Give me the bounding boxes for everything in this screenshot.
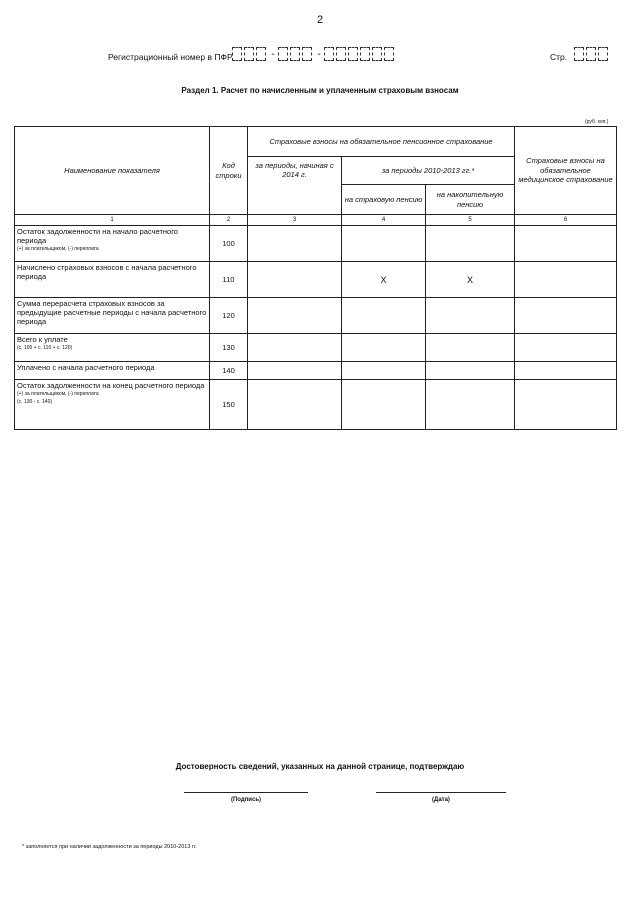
column-number: 4 — [342, 215, 426, 226]
digit-cell[interactable] — [290, 47, 300, 61]
value-funded-pension[interactable]: X — [426, 262, 515, 298]
unit-note: (руб. коп.) — [585, 119, 609, 125]
column-number: 6 — [515, 215, 617, 226]
digit-cell[interactable] — [586, 47, 596, 61]
table-row — [15, 334, 617, 362]
indicator-label: Остаток задолженности на конец расчетного периода — [17, 381, 205, 390]
page-label: Стр. — [550, 52, 568, 62]
date-line[interactable] — [376, 792, 506, 793]
value-funded-pension[interactable] — [426, 380, 515, 430]
value-since-2014[interactable] — [248, 262, 342, 298]
indicator-name — [15, 362, 210, 380]
digit-cell[interactable] — [232, 47, 242, 61]
indicator-name — [15, 298, 210, 334]
digit-cell[interactable] — [598, 47, 608, 61]
value-funded-pension[interactable] — [426, 226, 515, 262]
value-insurance-pension[interactable] — [342, 362, 426, 380]
indicator-label: Начислено страховых взносов с начала расчетного периода — [17, 263, 197, 281]
line-code: 110 — [210, 262, 248, 298]
indicator-note: (+) за плательщиком, (-) переплата — [17, 391, 99, 397]
registration-number-field[interactable] — [232, 47, 396, 61]
value-funded-pension[interactable] — [426, 334, 515, 362]
value-funded-pension[interactable] — [426, 298, 515, 334]
digit-cell[interactable] — [360, 47, 370, 61]
table-row — [15, 262, 617, 298]
indicator-note: (с. 100 + с. 110 + с. 120) — [17, 345, 73, 351]
value-since-2014[interactable] — [248, 380, 342, 430]
table-row — [15, 380, 617, 430]
confirmation-text: Достоверность сведений, указанных на данной странице, подтверждаю — [175, 762, 465, 771]
value-since-2014[interactable] — [248, 334, 342, 362]
column-number: 1 — [15, 215, 210, 226]
value-medical[interactable] — [515, 226, 617, 262]
value-medical[interactable] — [515, 262, 617, 298]
header-medical-insurance: Страховые взносы на обязательное медицинское страхование — [515, 127, 617, 215]
value-since-2014[interactable] — [248, 298, 342, 334]
digit-cell[interactable] — [574, 47, 584, 61]
digit-cell[interactable] — [348, 47, 358, 61]
indicator-label: Остаток задолженности на начало расчетного периода — [17, 227, 178, 245]
value-insurance-pension[interactable]: X — [342, 262, 426, 298]
table-row — [15, 226, 617, 262]
digit-cell[interactable] — [336, 47, 346, 61]
value-since-2014[interactable] — [248, 226, 342, 262]
value-medical[interactable] — [515, 362, 617, 380]
digit-cell[interactable] — [302, 47, 312, 61]
value-medical[interactable] — [515, 380, 617, 430]
value-medical[interactable] — [515, 298, 617, 334]
header-line-code: Код строки — [210, 127, 248, 215]
indicator-label: Уплачено с начала расчетного периода — [17, 363, 155, 372]
header-since-2014: за периоды, начиная с 2014 г. — [248, 157, 342, 215]
indicator-note: (+) за плательщиком, (-) переплата — [17, 246, 99, 252]
contributions-table — [14, 126, 617, 430]
value-insurance-pension[interactable] — [342, 380, 426, 430]
line-code: 130 — [210, 334, 248, 362]
indicator-label: Сумма перерасчета страховых взносов за предыдущие расчетные периоды с начала расчетного периода — [17, 299, 207, 326]
indicator-label: Всего к уплате — [17, 335, 68, 344]
indicator-name — [15, 226, 210, 262]
date-label: (Дата) — [432, 797, 450, 803]
line-code: 100 — [210, 226, 248, 262]
value-since-2014[interactable] — [248, 362, 342, 380]
value-insurance-pension[interactable] — [342, 226, 426, 262]
separator-dash: - — [317, 48, 321, 60]
header-funded-pension: на накопительную пенсию — [426, 185, 515, 215]
digit-cell[interactable] — [324, 47, 334, 61]
line-code: 120 — [210, 298, 248, 334]
header-indicator-name: Наименование показателя — [15, 127, 210, 215]
column-numbers-row — [15, 215, 617, 226]
digit-cell[interactable] — [278, 47, 288, 61]
line-code: 140 — [210, 362, 248, 380]
line-code: 150 — [210, 380, 248, 430]
section-title: Раздел 1. Расчет по начисленным и уплаченным страховым взносам — [181, 86, 459, 95]
indicator-name — [15, 262, 210, 298]
registration-number-label: Регистрационный номер в ПФР — [108, 52, 233, 62]
column-number: 3 — [248, 215, 342, 226]
page-number: 2 — [316, 14, 324, 26]
value-insurance-pension[interactable] — [342, 334, 426, 362]
indicator-name — [15, 334, 210, 362]
indicator-formula: (с. 130 - с. 140) — [17, 398, 53, 405]
value-insurance-pension[interactable] — [342, 298, 426, 334]
table-row — [15, 298, 617, 334]
signature-line[interactable] — [184, 792, 308, 793]
digit-cell[interactable] — [372, 47, 382, 61]
header-pension-insurance: Страховые взносы на обязательное пенсионное страхование — [248, 127, 515, 157]
value-medical[interactable] — [515, 334, 617, 362]
column-number: 2 — [210, 215, 248, 226]
separator-dash: - — [271, 48, 275, 60]
indicator-name — [15, 380, 210, 430]
footnote: * заполняется при наличии задолженности за периоды 2010-2013 гг. — [22, 844, 197, 850]
value-funded-pension[interactable] — [426, 362, 515, 380]
page-number-field[interactable] — [574, 47, 610, 61]
header-periods-2010-2013: за периоды 2010-2013 гг.* — [342, 157, 515, 185]
header-insurance-pension: на страховую пенсию — [342, 185, 426, 215]
digit-cell[interactable] — [256, 47, 266, 61]
column-number: 5 — [426, 215, 515, 226]
digit-cell[interactable] — [384, 47, 394, 61]
digit-cell[interactable] — [244, 47, 254, 61]
signature-label: (Подпись) — [230, 797, 262, 803]
table-row — [15, 362, 617, 380]
